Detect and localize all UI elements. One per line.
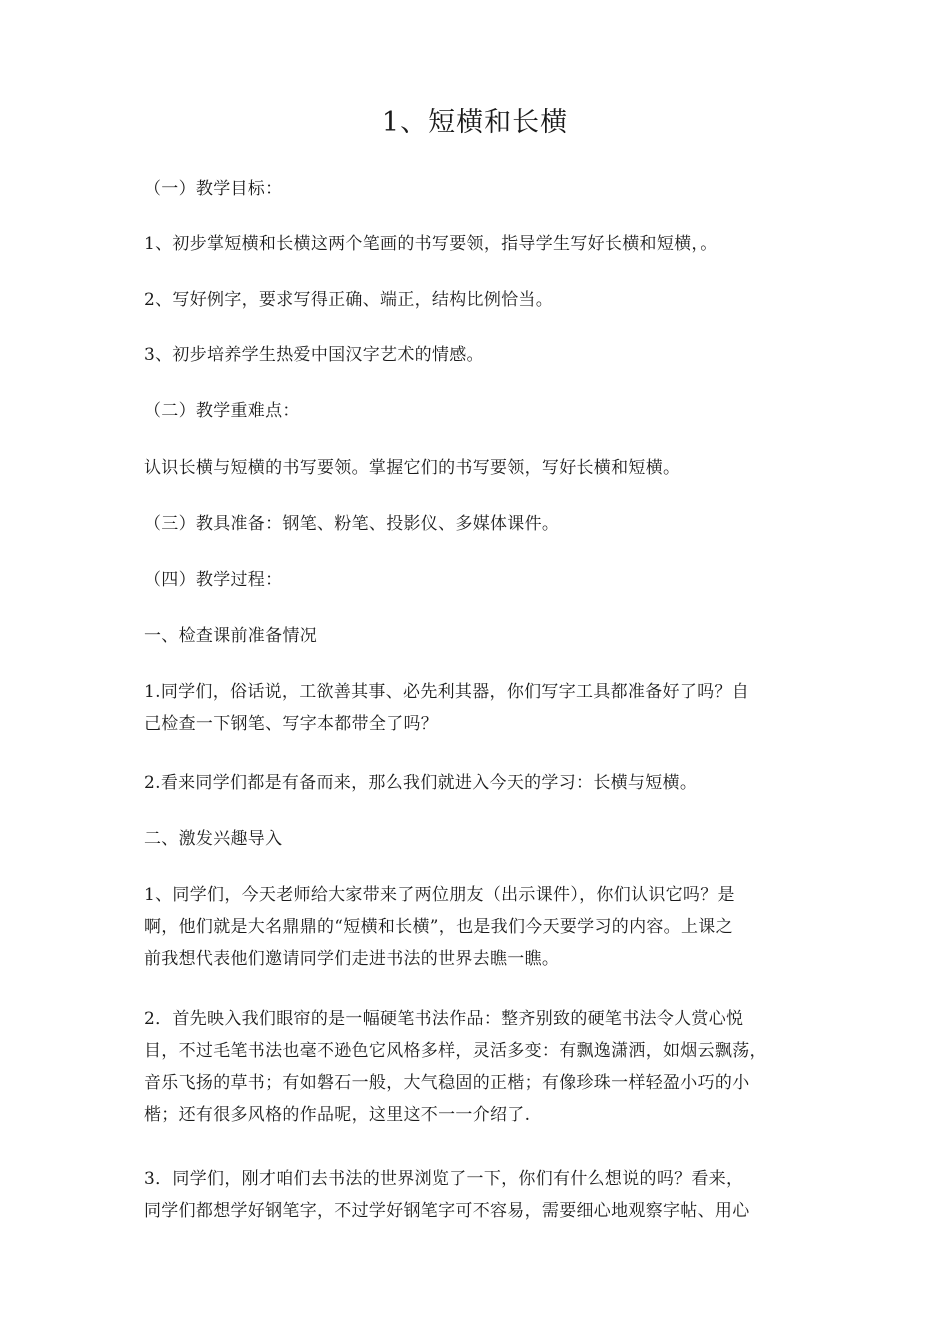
step2-item-2-line-3: 音乐飞扬的草书；有如磐石一般，大气稳固的正楷；有像珍珠一样轻盈小巧的小 [144, 1073, 750, 1093]
step2-item-1-line-1: 1、同学们，今天老师给大家带来了两位朋友（出示课件），你们认识它吗？是 [144, 885, 735, 905]
step2-heading: 二、激发兴趣导入 [144, 829, 283, 849]
step1-heading: 一、检查课前准备情况 [144, 626, 317, 646]
document-title: 1、短横和长横 [381, 107, 569, 138]
step1-item-1-line-2: 己检查一下钢笔、写字本都带全了吗？ [144, 714, 439, 734]
materials-line: （三）教具准备：钢笔、粉笔、投影仪、多媒体课件。 [144, 514, 560, 534]
goals-heading: （一）教学目标： [144, 179, 283, 199]
step1-item-1 [144, 676, 814, 740]
process-heading: （四）教学过程： [144, 570, 283, 590]
key-points-heading: （二）教学重难点： [144, 401, 300, 421]
step1-item-2: 2.看来同学们都是有备而来，那么我们就进入今天的学习：长横与短横。 [144, 773, 698, 793]
key-points-text: 认识长横与短横的书写要领。掌握它们的书写要领，写好长横和短横。 [144, 458, 681, 478]
step2-item-1-line-2: 啊，他们就是大名鼎鼎的“短横和长横”，也是我们今天要学习的内容。上课之 [144, 917, 733, 937]
step2-item-3-line-1: 3．同学们，刚才咱们去书法的世界浏览了一下，你们有什么想说的吗？看来， [144, 1169, 744, 1189]
step2-item-2-line-4: 楷；还有很多风格的作品呢，这里这不一一介绍了. [144, 1105, 531, 1125]
step2-item-1-line-3: 前我想代表他们邀请同学们走进书法的世界去瞧一瞧。 [144, 949, 560, 969]
goal-item-2: 2、写好例字，要求写得正确、端正，结构比例恰当。 [144, 290, 554, 310]
goal-item-3: 3、初步培养学生热爱中国汉字艺术的情感。 [144, 345, 484, 365]
step2-item-3 [144, 1163, 814, 1227]
step1-item-1-line-1: 1.同学们，俗话说，工欲善其事、必先利其器，你们写字工具都准备好了吗？自 [144, 682, 750, 702]
goal-item-1: 1、初步掌短横和长横这两个笔画的书写要领，指导学生写好长横和短横，。 [144, 234, 718, 254]
step2-item-1 [144, 879, 814, 975]
step2-item-2-line-1: 2．首先映入我们眼帘的是一幅硬笔书法作品：整齐别致的硬笔书法令人赏心悦 [144, 1009, 744, 1029]
step2-item-3-line-2: 同学们都想学好钢笔字，不过学好钢笔字可不容易，需要细心地观察字帖、用心 [144, 1201, 750, 1221]
step2-item-2-line-2: 目，不过毛笔书法也毫不逊色它风格多样，灵活多变：有飘逸潇洒，如烟云飘荡， [144, 1041, 767, 1061]
step2-item-2 [144, 1003, 814, 1131]
